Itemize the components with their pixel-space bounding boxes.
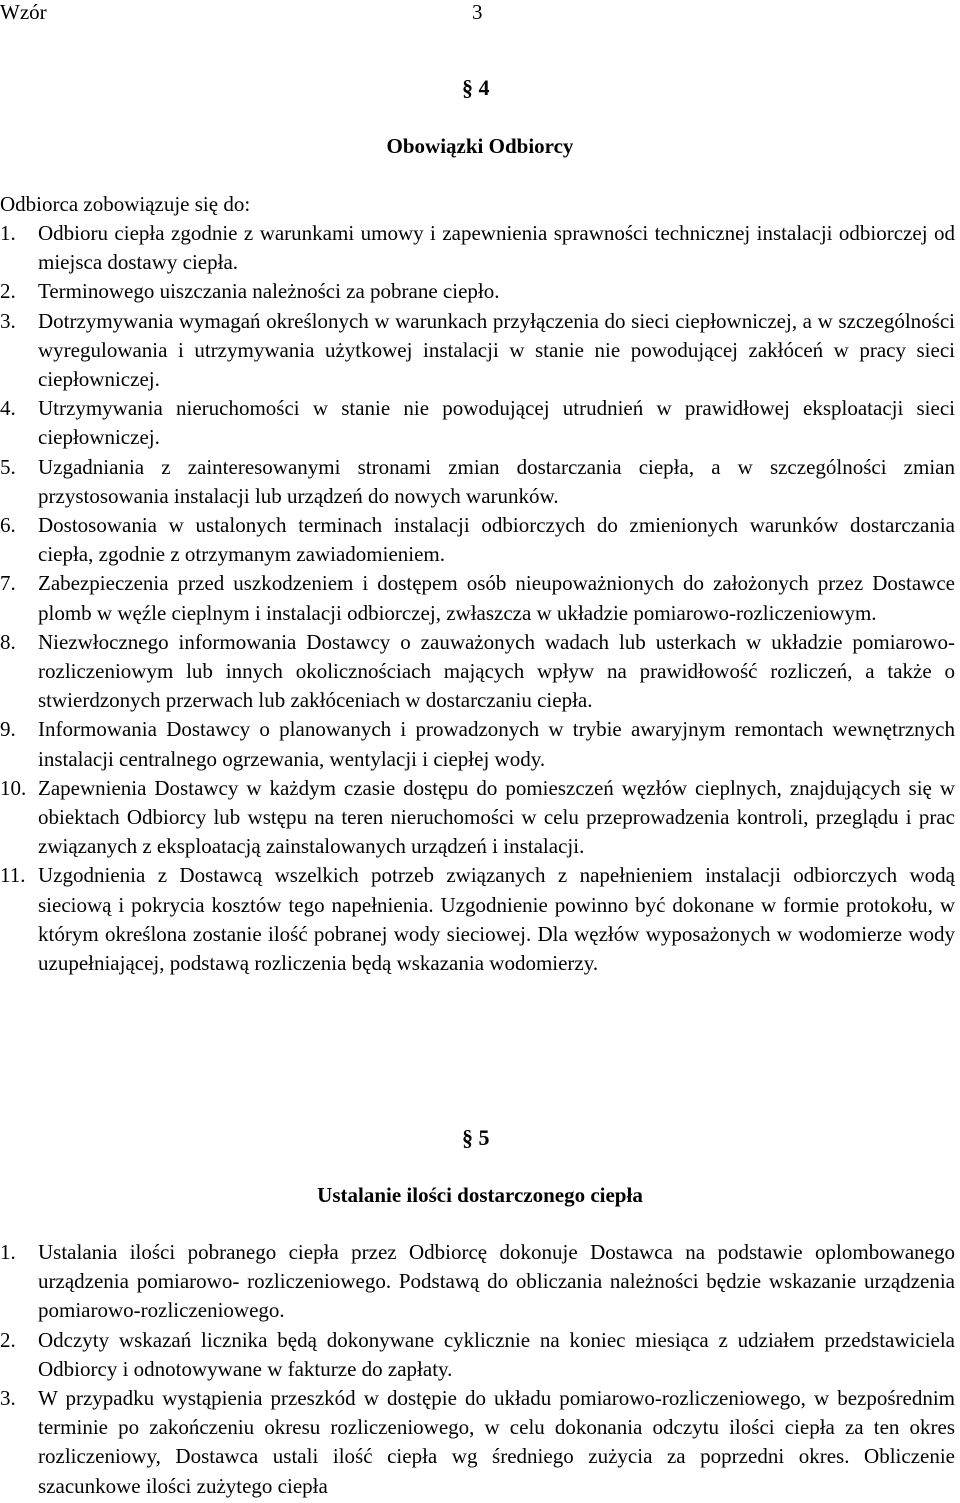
item-text: Dotrzymywania wymagań określonych w warunkach przyłączenia do sieci ciepłowniczej, a w szczególności wyregulowania i utrzymywania użytkowej instalacji w stanie nie powodującej zakłóceń w pracy sieci ciepłowniczej.	[38, 308, 955, 392]
item-number: 8.	[0, 629, 16, 654]
heat-measurement-list	[0, 1238, 955, 1501]
item-text: Utrzymywania nieruchomości w stanie nie powodującej utrudnień w prawidłowej eksploatacji sieci ciepłowniczej.	[38, 396, 955, 450]
item-number: 1.	[0, 1240, 16, 1264]
item-text: Zapewnienia Dostawcy w każdym czasie dostępu do pomieszczeń węzłów cieplnych, znajdujących się w obiektach Odbiorcy lub wstępu na teren nieruchomości w celu przeprowadzenia kontroli, przeglądu i prac związanych z eksploatacją zainstalowanych urządzeń i instalacji.	[38, 775, 955, 859]
list-item	[0, 1384, 955, 1501]
item-text: Dostosowania w ustalonych terminach instalacji odbiorczych do zmienionych warunków dostarczania ciepła, zgodnie z otrzymanym zawiadomieniem.	[38, 513, 955, 567]
page-number: 3	[472, 0, 483, 24]
section-title: Ustalanie ilości dostarczonego ciepła	[317, 1183, 643, 1207]
item-text: Informowania Dostawcy o planowanych i prowadzonych w trybie awaryjnym remontach wewnętrznych instalacji centralnego ogrzewania, wentylacji i ciepłej wody.	[38, 717, 955, 771]
item-number: 5.	[0, 454, 16, 479]
section-mark: § 4	[462, 75, 490, 100]
section-intro: Odbiorca zobowiązuje się do:	[0, 192, 251, 216]
item-number: 4.	[0, 396, 16, 421]
list-item	[0, 394, 955, 452]
item-text: Zabezpieczenia przed uszkodzeniem i dostępem osób nieupoważnionych do założonych przez Dostawce plomb w węźle cieplnym i instalacji odbiorczej, zwłaszcza w układzie pomiarowo-rozliczeniowym.	[38, 571, 955, 625]
item-text: Uzgadniania z zainteresowanymi stronami zmian dostarczania ciepła, a w szczególności zmian przystosowania instalacji lub urządzeń do nowych warunków.	[38, 454, 955, 508]
item-number: 3.	[0, 308, 16, 333]
list-item	[0, 715, 955, 773]
item-number: 1.	[0, 221, 16, 245]
item-text: Odczyty wskazań licznika będą dokonywane cyklicznie na koniec miesiąca z udziałem przedstawiciela Odbiorcy i odnotowywane w fakturze do zapłaty.	[38, 1327, 955, 1381]
list-item	[0, 1326, 955, 1384]
item-text: W przypadku wystąpienia przeszkód w dostępie do układu pomiarowo-rozliczeniowego, w bezpośrednim terminie po zakończeniu okresu rozliczeniowego, w celu dokonania odczytu ilości ciepła za ten okres rozliczeniowy, Dostawca ustali ilość ciepła wg średniego zużycia za poprzedni okres. Obliczenie szacunkowe ilości zużytego ciepła	[38, 1386, 955, 1498]
item-text: Ustalania ilości pobranego ciepła przez Odbiorcę dokonuje Dostawca na podstawie oplombowanego urządzenia pomiarowo- rozliczeniowego. Podstawą do obliczania należności będzie wskazanie urządzenia pomiarowo-rozliczeniowego.	[38, 1240, 955, 1323]
list-item	[0, 453, 955, 511]
item-number: 9.	[0, 717, 16, 742]
item-number: 7.	[0, 571, 16, 596]
item-number: 10.	[0, 775, 27, 800]
list-item	[0, 628, 955, 716]
header-label: Wzór	[0, 0, 47, 24]
section-mark: § 5	[462, 1125, 490, 1150]
list-item	[0, 1238, 955, 1326]
list-item	[0, 511, 955, 569]
item-text: Odbioru ciepła zgodnie z warunkami umowy i zapewnienia sprawności technicznej instalacji odbiorczej od miejsca dostawy ciepła.	[38, 221, 955, 275]
list-item	[0, 774, 955, 862]
item-text: Niezwłocznego informowania Dostawcy o zauważonych wadach lub usterkach w układzie pomiarowo-rozliczeniowym lub innych okolicznościach mających wpływ na prawidłowość rozliczeń, a także o stwierdzonych przerwach lub zakłóceniach w dostarczaniu ciepła.	[38, 629, 955, 713]
obligations-list	[0, 219, 955, 978]
list-item	[0, 277, 955, 306]
list-item	[0, 861, 955, 978]
list-item	[0, 219, 955, 277]
section-title: Obowiązki Odbiorcy	[386, 134, 574, 158]
item-text: Terminowego uiszczania należności za pobrane ciepło.	[38, 279, 500, 304]
item-number: 3.	[0, 1386, 16, 1411]
list-item	[0, 307, 955, 395]
item-text: Uzgodnienia z Dostawcą wszelkich potrzeb związanych z napełnieniem instalacji odbiorczych wodą sieciową i pokrycia kosztów tego napełnienia. Uzgodnienie powinno być dokonane w formie protokołu, w którym określona zostanie ilość pobranej wody sieciowej. Dla węzłów wyposażonych w wodomierze wody uzupełniającej, podstawą rozliczenia będą wskazania wodomierzy.	[38, 863, 955, 976]
item-number: 2.	[0, 279, 16, 304]
item-number: 6.	[0, 513, 16, 538]
item-number: 11.	[0, 863, 26, 888]
item-number: 2.	[0, 1327, 16, 1352]
list-item	[0, 569, 955, 627]
